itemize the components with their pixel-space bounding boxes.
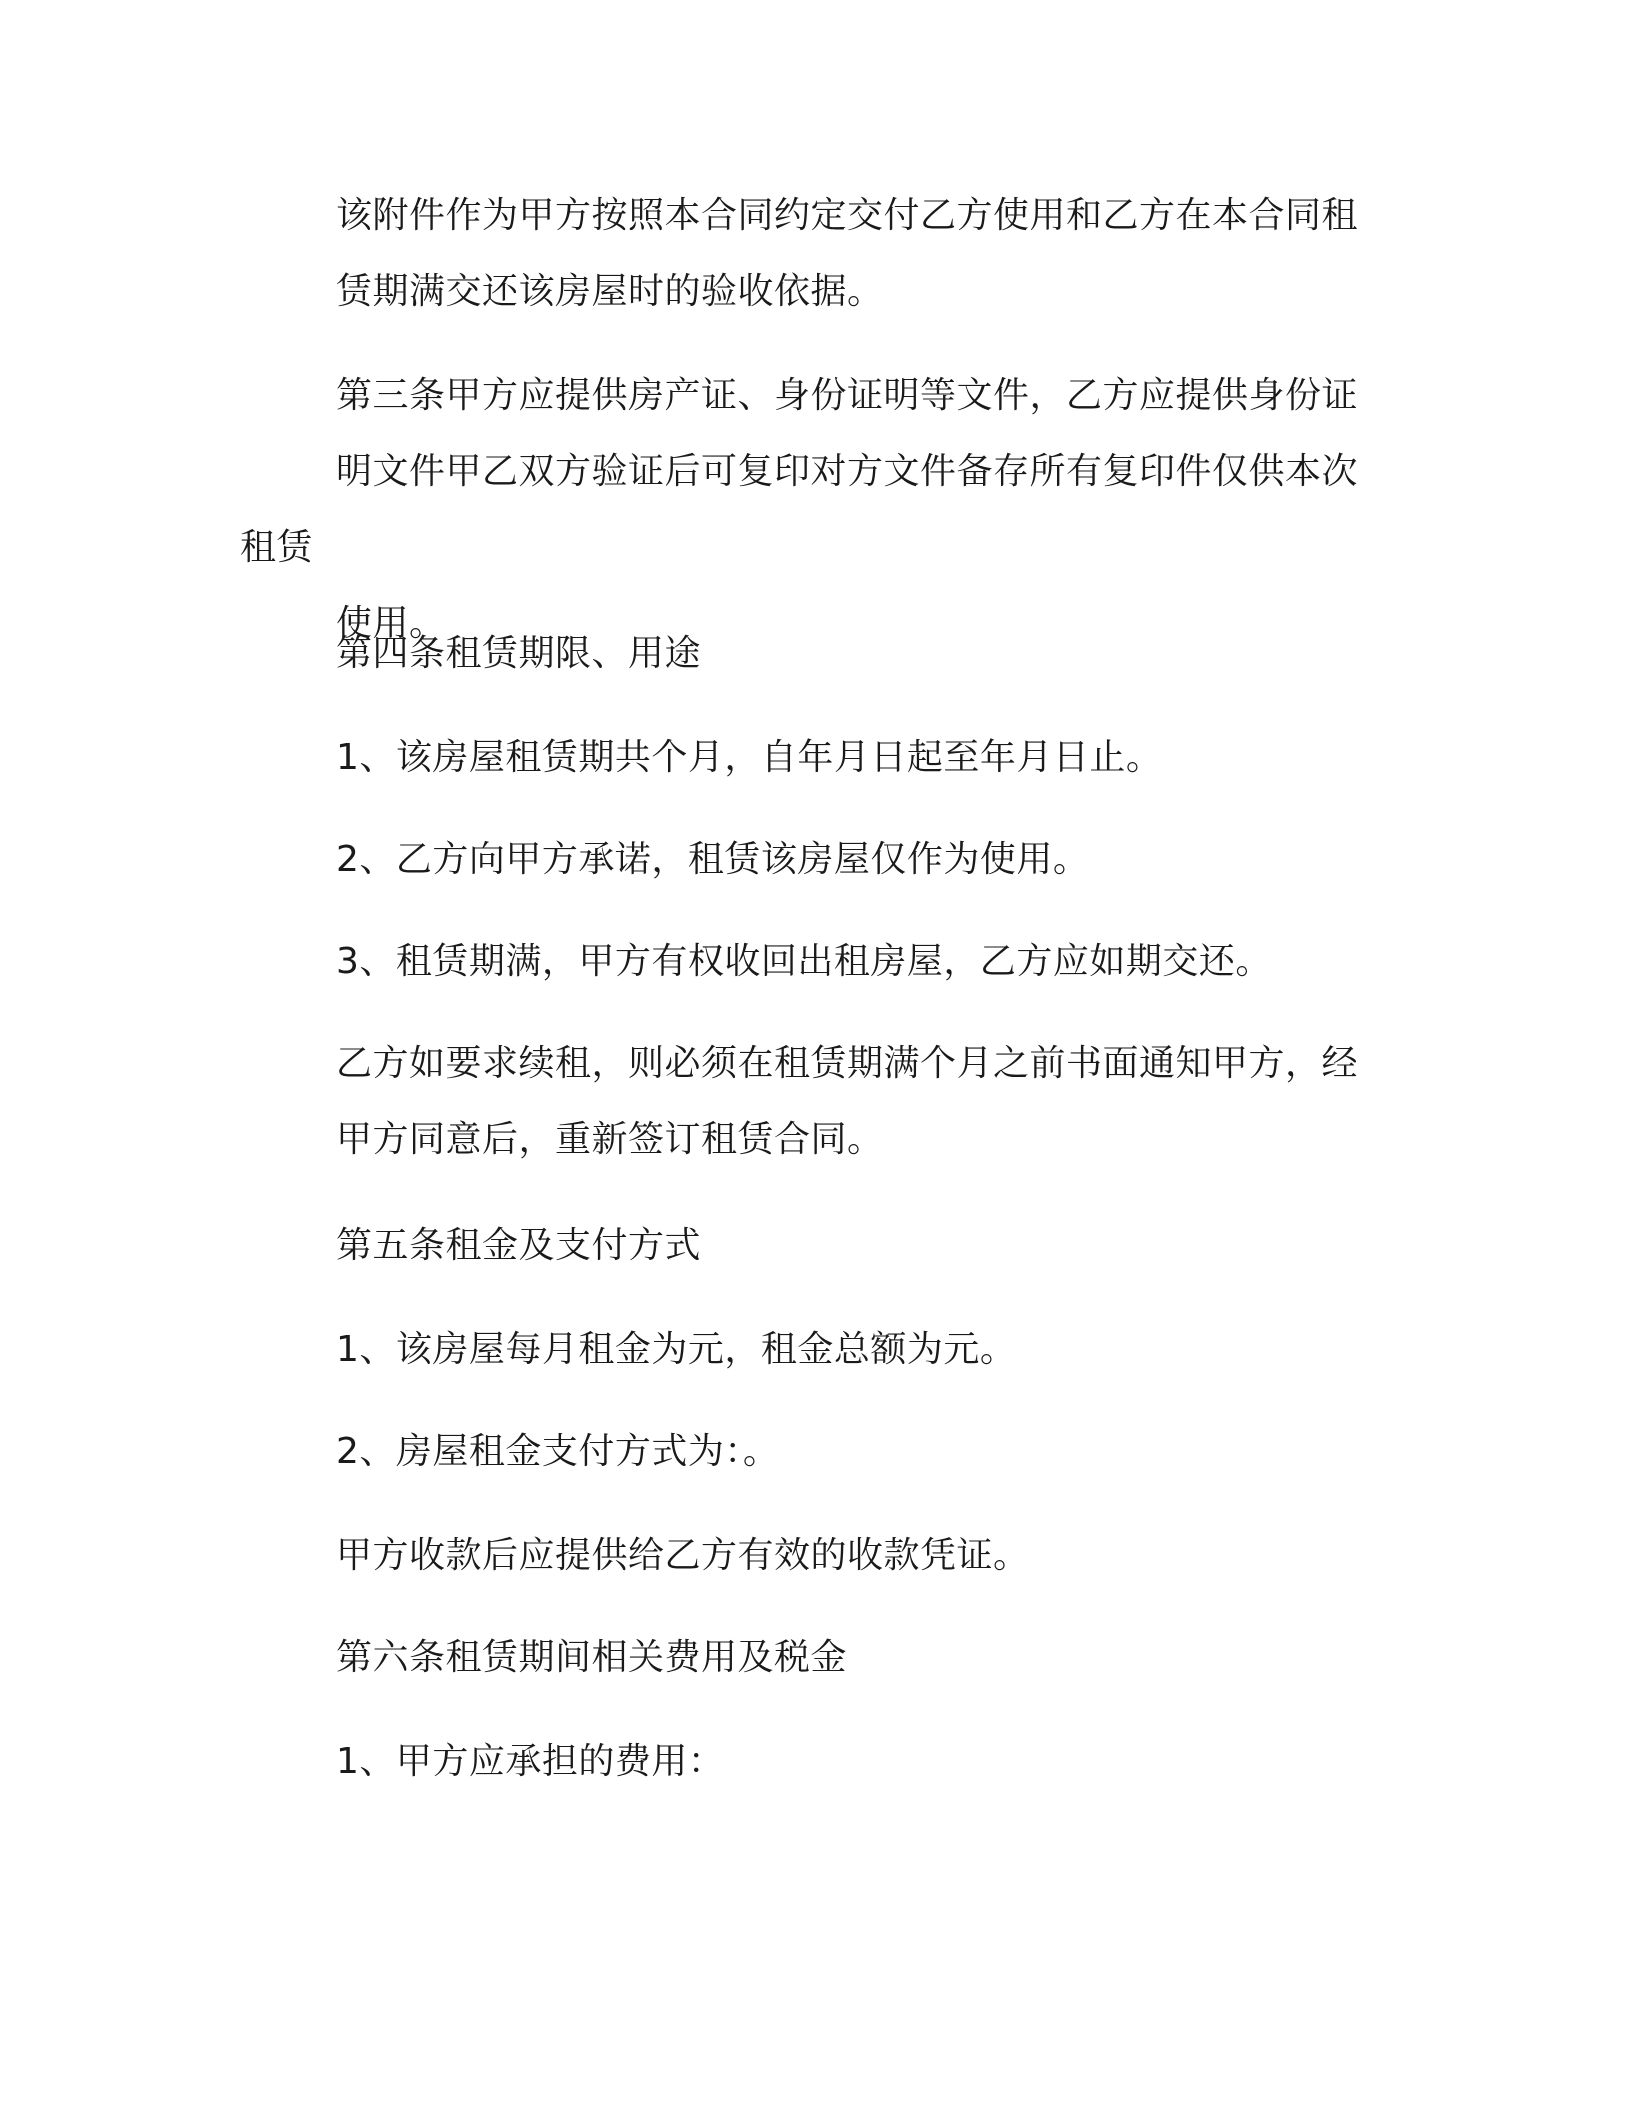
heading-article-6 [240,1620,1375,1696]
text-line: 甲方收款后应提供给乙方有效的收款凭证。 [336,1535,1030,1576]
text-line: 第四条租赁期限、用途 [336,633,702,674]
clause-6-1 [240,1724,1375,1800]
text-line: 2、乙方向甲方承诺，租赁该房屋仅作为使用。 [336,839,1090,880]
text-line: 使用。 [336,603,446,644]
text-line: 2、房屋租金支付方式为：。 [336,1431,780,1472]
paragraph-renewal [240,1026,1375,1178]
paragraph-receipt [240,1518,1375,1594]
text-line: 3、租赁期满，甲方有权收回出租房屋，乙方应如期交还。 [336,941,1272,982]
heading-article-4 [240,616,1375,692]
clause-4-1 [240,720,1375,796]
text-line: 明文件甲乙双方验证后可复印对方文件备存所有复印件仅供本次租赁 [240,451,1359,568]
clause-5-1 [240,1312,1375,1388]
text-line: 1、甲方应承担的费用： [336,1741,725,1782]
text-line: 1、该房屋每月租金为元，租金总额为元。 [336,1329,1017,1370]
text-line: 1、该房屋租赁期共个月，自年月日起至年月日止。 [336,737,1163,778]
text-line: 甲方同意后，重新签订租赁合同。 [336,1119,884,1160]
text-line: 该附件作为甲方按照本合同约定交付乙方使用和乙方在本合同租 [336,195,1359,236]
clause-4-3 [240,924,1375,1000]
clause-4-2 [240,822,1375,898]
text-line: 第三条甲方应提供房产证、身份证明等文件，乙方应提供身份证 [336,375,1359,416]
text-line: 乙方如要求续租，则必须在租赁期满个月之前书面通知甲方，经 [336,1043,1359,1084]
clause-5-2 [240,1414,1375,1490]
text-line: 第五条租金及支付方式 [336,1225,702,1266]
text-line: 第六条租赁期间相关费用及税金 [336,1637,848,1678]
paragraph-attachment-basis [240,178,1375,330]
heading-article-5 [240,1208,1375,1284]
text-line: 赁期满交还该房屋时的验收依据。 [336,271,884,312]
